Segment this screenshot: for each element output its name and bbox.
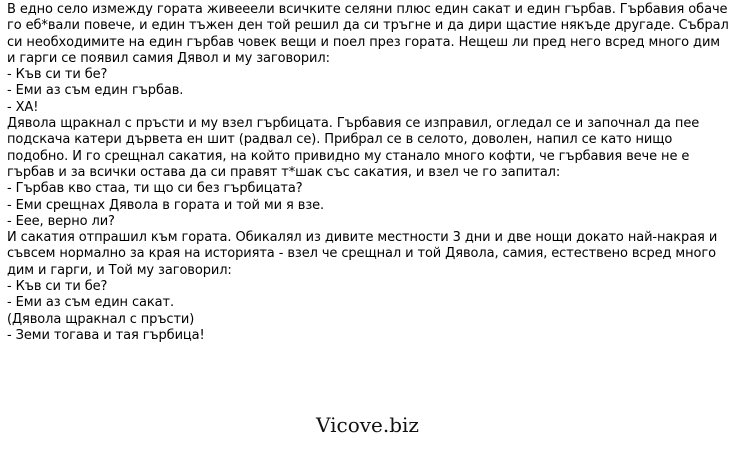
dialogue-line: - Еми срещнах Дявола в гората и той ми я взе.	[7, 197, 325, 213]
dialogue-line: - Еми аз съм един гърбав.	[7, 83, 184, 99]
site-watermark: Vicove.biz	[316, 413, 419, 437]
dialogue-line: - Еее, верно ли?	[7, 213, 115, 229]
punchline: - Земи тогава и тая гърбица!	[7, 327, 205, 343]
dialogue-line: - Къв си ти бе?	[7, 279, 108, 295]
story-text	[7, 2, 732, 344]
dialogue-line: - Къв си ти бе?	[7, 67, 108, 83]
story-paragraph-intro: В едно село измежду гората живееeли всичките селяни плюс един сакат и един гърбав. Гърбавия обаче го еб*вали повече, и един тъжен ден той решил да си тръгне и да дири щастие някъде другаде. Събрал си необходимите на един гърбав човек вещи и поел през гората. Нещеш ли пред него всред много дим и гарги се появил самия Дявол и му заговорил:	[7, 2, 729, 66]
story-paragraph-middle: Дявола щракнал с пръсти и му взел гърбицата. Гърбавия се изправил, огледал се и започнал да пее подскача катери дървета ен шит (радвал се). Прибрал се в селото, доволен, напил се като нищо подобно. И го срещнал сакатия, на който привидно му станало много кофти, че гърбавия вече не е гърбав и за всички остава да си правят т*шак със сакатия, и взел че го запитал:	[7, 116, 700, 180]
dialogue-line: (Дявола щракнал с пръсти)	[7, 311, 195, 327]
dialogue-line: - ХА!	[7, 99, 39, 115]
dialogue-line: - Гърбав кво стаа, ти що си без гърбицата?	[7, 181, 303, 197]
story-paragraph-end: И сакатия отпрашил към гората. Обикалял из дивите местности 3 дни и две нощи докато най-накрая и съвсем нормално за края на историята - взел че срещнал и той Дявола, самия, естествено всред много дим и гарги, и Той му заговорил:	[7, 230, 718, 278]
dialogue-line: - Еми аз съм един сакат.	[7, 295, 175, 311]
